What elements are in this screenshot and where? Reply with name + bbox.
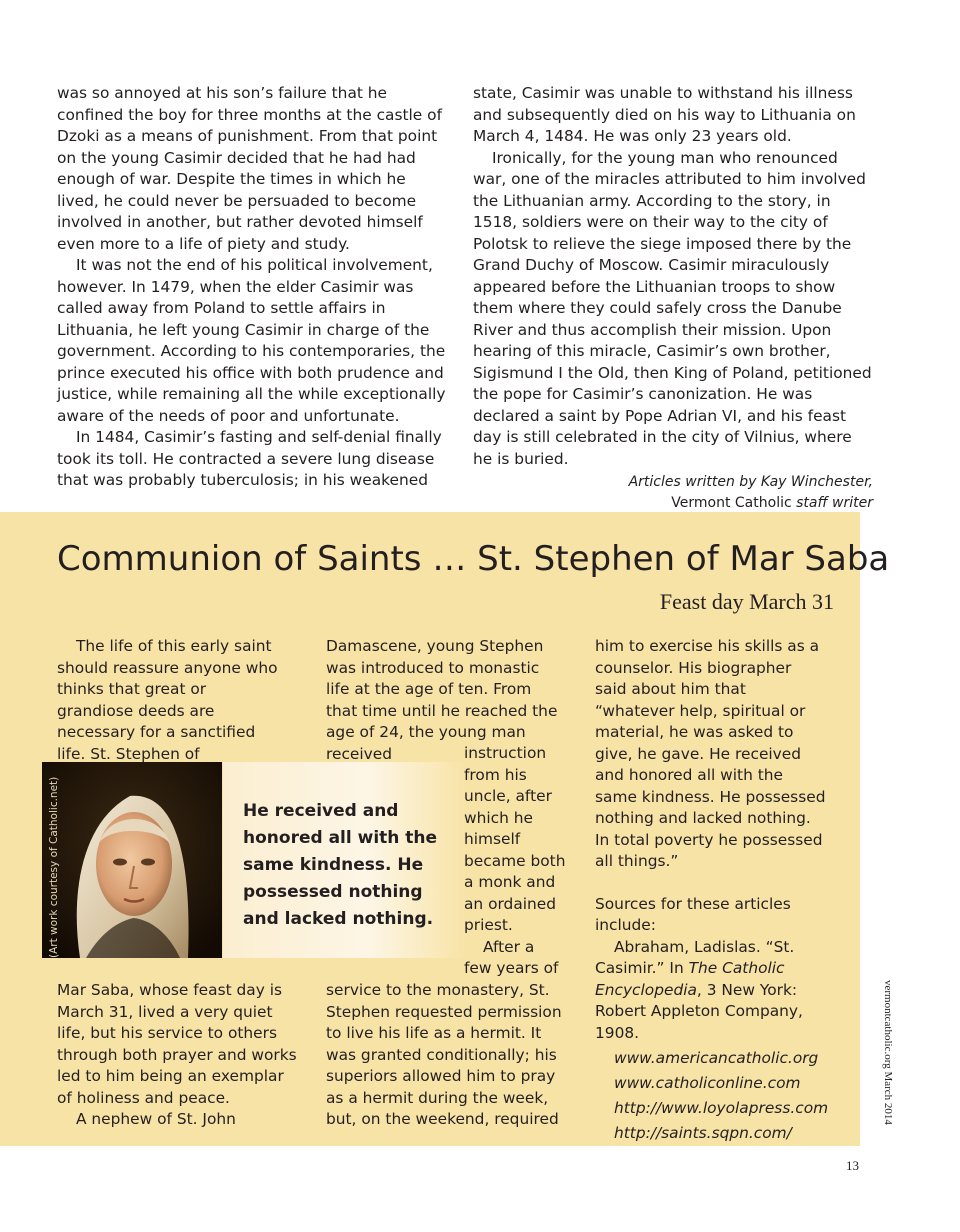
author-credit-role: staff writer: [796, 495, 873, 511]
source-url[interactable]: http://www.loyolapress.com: [614, 1099, 829, 1117]
feature-column-2-narrow: [464, 743, 566, 980]
article-paragraph: Ironically, for the young man who renounced war, one of the miracles attributed to him involved the Lithuanian army. According to the story, in 1518, soldiers were on their way to the city of Polotsk to relieve the siege imposed there by the Grand Duchy of Moscow. Casimir miraculously appeared before the Lithuanian troops to show them where they could safely cross the Danube River and thus accomplish their mission. Upon hearing of this miracle, Casimir’s own brother, Sigismund I the Old, then King of Poland, petitioned the pope for Casimir’s canonization. He was declared a saint by Pope Adrian VI, and his feast day is still celebrated in the city of Vilnius, where he is buried.: [473, 148, 872, 468]
article-paragraph: In 1484, Casimir’s fasting and self-denial finally took its toll. He contracted a severe lung disease that was probably tuberculosis; in his weakened: [57, 428, 442, 489]
feature-paragraph: Damascene, young Stephen was introduced to monastic life at the age of ten. From that time until he reached the age of 24, the young man received: [326, 637, 558, 763]
feature-paragraph: instruction from his uncle, after which he himself became both a monk and an ordained priest.: [464, 744, 566, 934]
feature-column-1-bottom: [57, 980, 297, 1131]
feature-paragraph: him to exercise his skills as a counselor. His biographer said about him that “whatever help, spiritual or material, he was asked to give, he gave. He received and honored all with the same kindness. He possessed nothing and lacked nothing. In total poverty he possessed all things.”: [595, 637, 826, 870]
feature-column-1-top: [57, 636, 282, 765]
citation-text: , 3 New York: Robert Appleton Company, 1908.: [595, 980, 803, 1042]
article-paragraph: It was not the end of his political involvement, however. In 1479, when the elder Casimir was called away from Poland to settle affairs in Lithuania, he left young Casimir in charge of the government. According to his contemporaries, the prince executed his office with both prudence and justice, while remaining all the while exceptionally aware of the needs of poor and unfortunate.: [57, 256, 446, 425]
source-url[interactable]: www.americancatholic.org: [614, 1049, 819, 1067]
source-url[interactable]: http://saints.sqpn.com/: [614, 1124, 792, 1142]
portrait-image: [42, 762, 222, 958]
article-paragraph: was so annoyed at his son’s failure that he confined the boy for three months at the castle of Dzoki as a means of punishment. From that point on the young Casimir decided that he had had enough of war. Despite the times in which he lived, he could never be persuaded to become involved in another, but rather devoted himself even more to a life of piety and study.: [57, 84, 442, 253]
citation-text: Abraham, Ladislas. “St. Casimir.” In: [595, 937, 795, 977]
feature-paragraph: service to the monastery, St. Stephen requested permission to live his life as a hermit. It was granted conditionally; his superiors allowed him to pray as a hermit during the week, but, on the weekend, required: [326, 981, 562, 1128]
author-credit-publication: Vermont Catholic: [671, 495, 792, 511]
saint-portrait: [42, 762, 222, 958]
author-credit-line: Articles written by Kay Winchester,: [628, 474, 873, 490]
author-credit: [473, 472, 873, 514]
sources-heading: Sources for these articles include:: [595, 894, 791, 934]
page-number: 13: [846, 1158, 859, 1173]
pullquote: He received and honored all with the same kindness. He possessed nothing and lacked nothing.: [243, 801, 438, 929]
feature-paragraph: A nephew of St. John: [76, 1110, 236, 1128]
feature-column-3: [595, 636, 827, 1146]
article-column-left: [57, 83, 449, 492]
source-url[interactable]: www.catholiconline.com: [614, 1074, 801, 1092]
feature-title: Communion of Saints … St. Stephen of Mar Saba: [57, 539, 890, 579]
article-paragraph: state, Casimir was unable to withstand his illness and subsequently died on his way to Lithuania on March 4, 1484. He was only 23 years old.: [473, 84, 856, 145]
feature-column-2-bottom: [326, 980, 566, 1131]
feature-paragraph: After a few years of: [464, 937, 559, 977]
side-footer: vermontcatholic.org March 2014: [882, 980, 894, 1125]
citation-title: The Catholic Encyclopedia: [595, 959, 785, 999]
source-url-list: [595, 1046, 827, 1146]
source-citation: [595, 937, 827, 1045]
feature-subtitle: Feast day March 31: [659, 589, 834, 614]
photo-credit: (Art work courtesy of Catholic.net): [48, 776, 60, 958]
feature-paragraph: The life of this early saint should reassure anyone who thinks that great or grandiose deeds are necessary for a sanctified life. St. Stephen of: [57, 637, 278, 763]
article-column-right: [473, 83, 873, 514]
feature-paragraph: Mar Saba, whose feast day is March 31, lived a very quiet life, but his service to others through both prayer and works led to him being an exemplar of holiness and peace.: [57, 981, 297, 1107]
